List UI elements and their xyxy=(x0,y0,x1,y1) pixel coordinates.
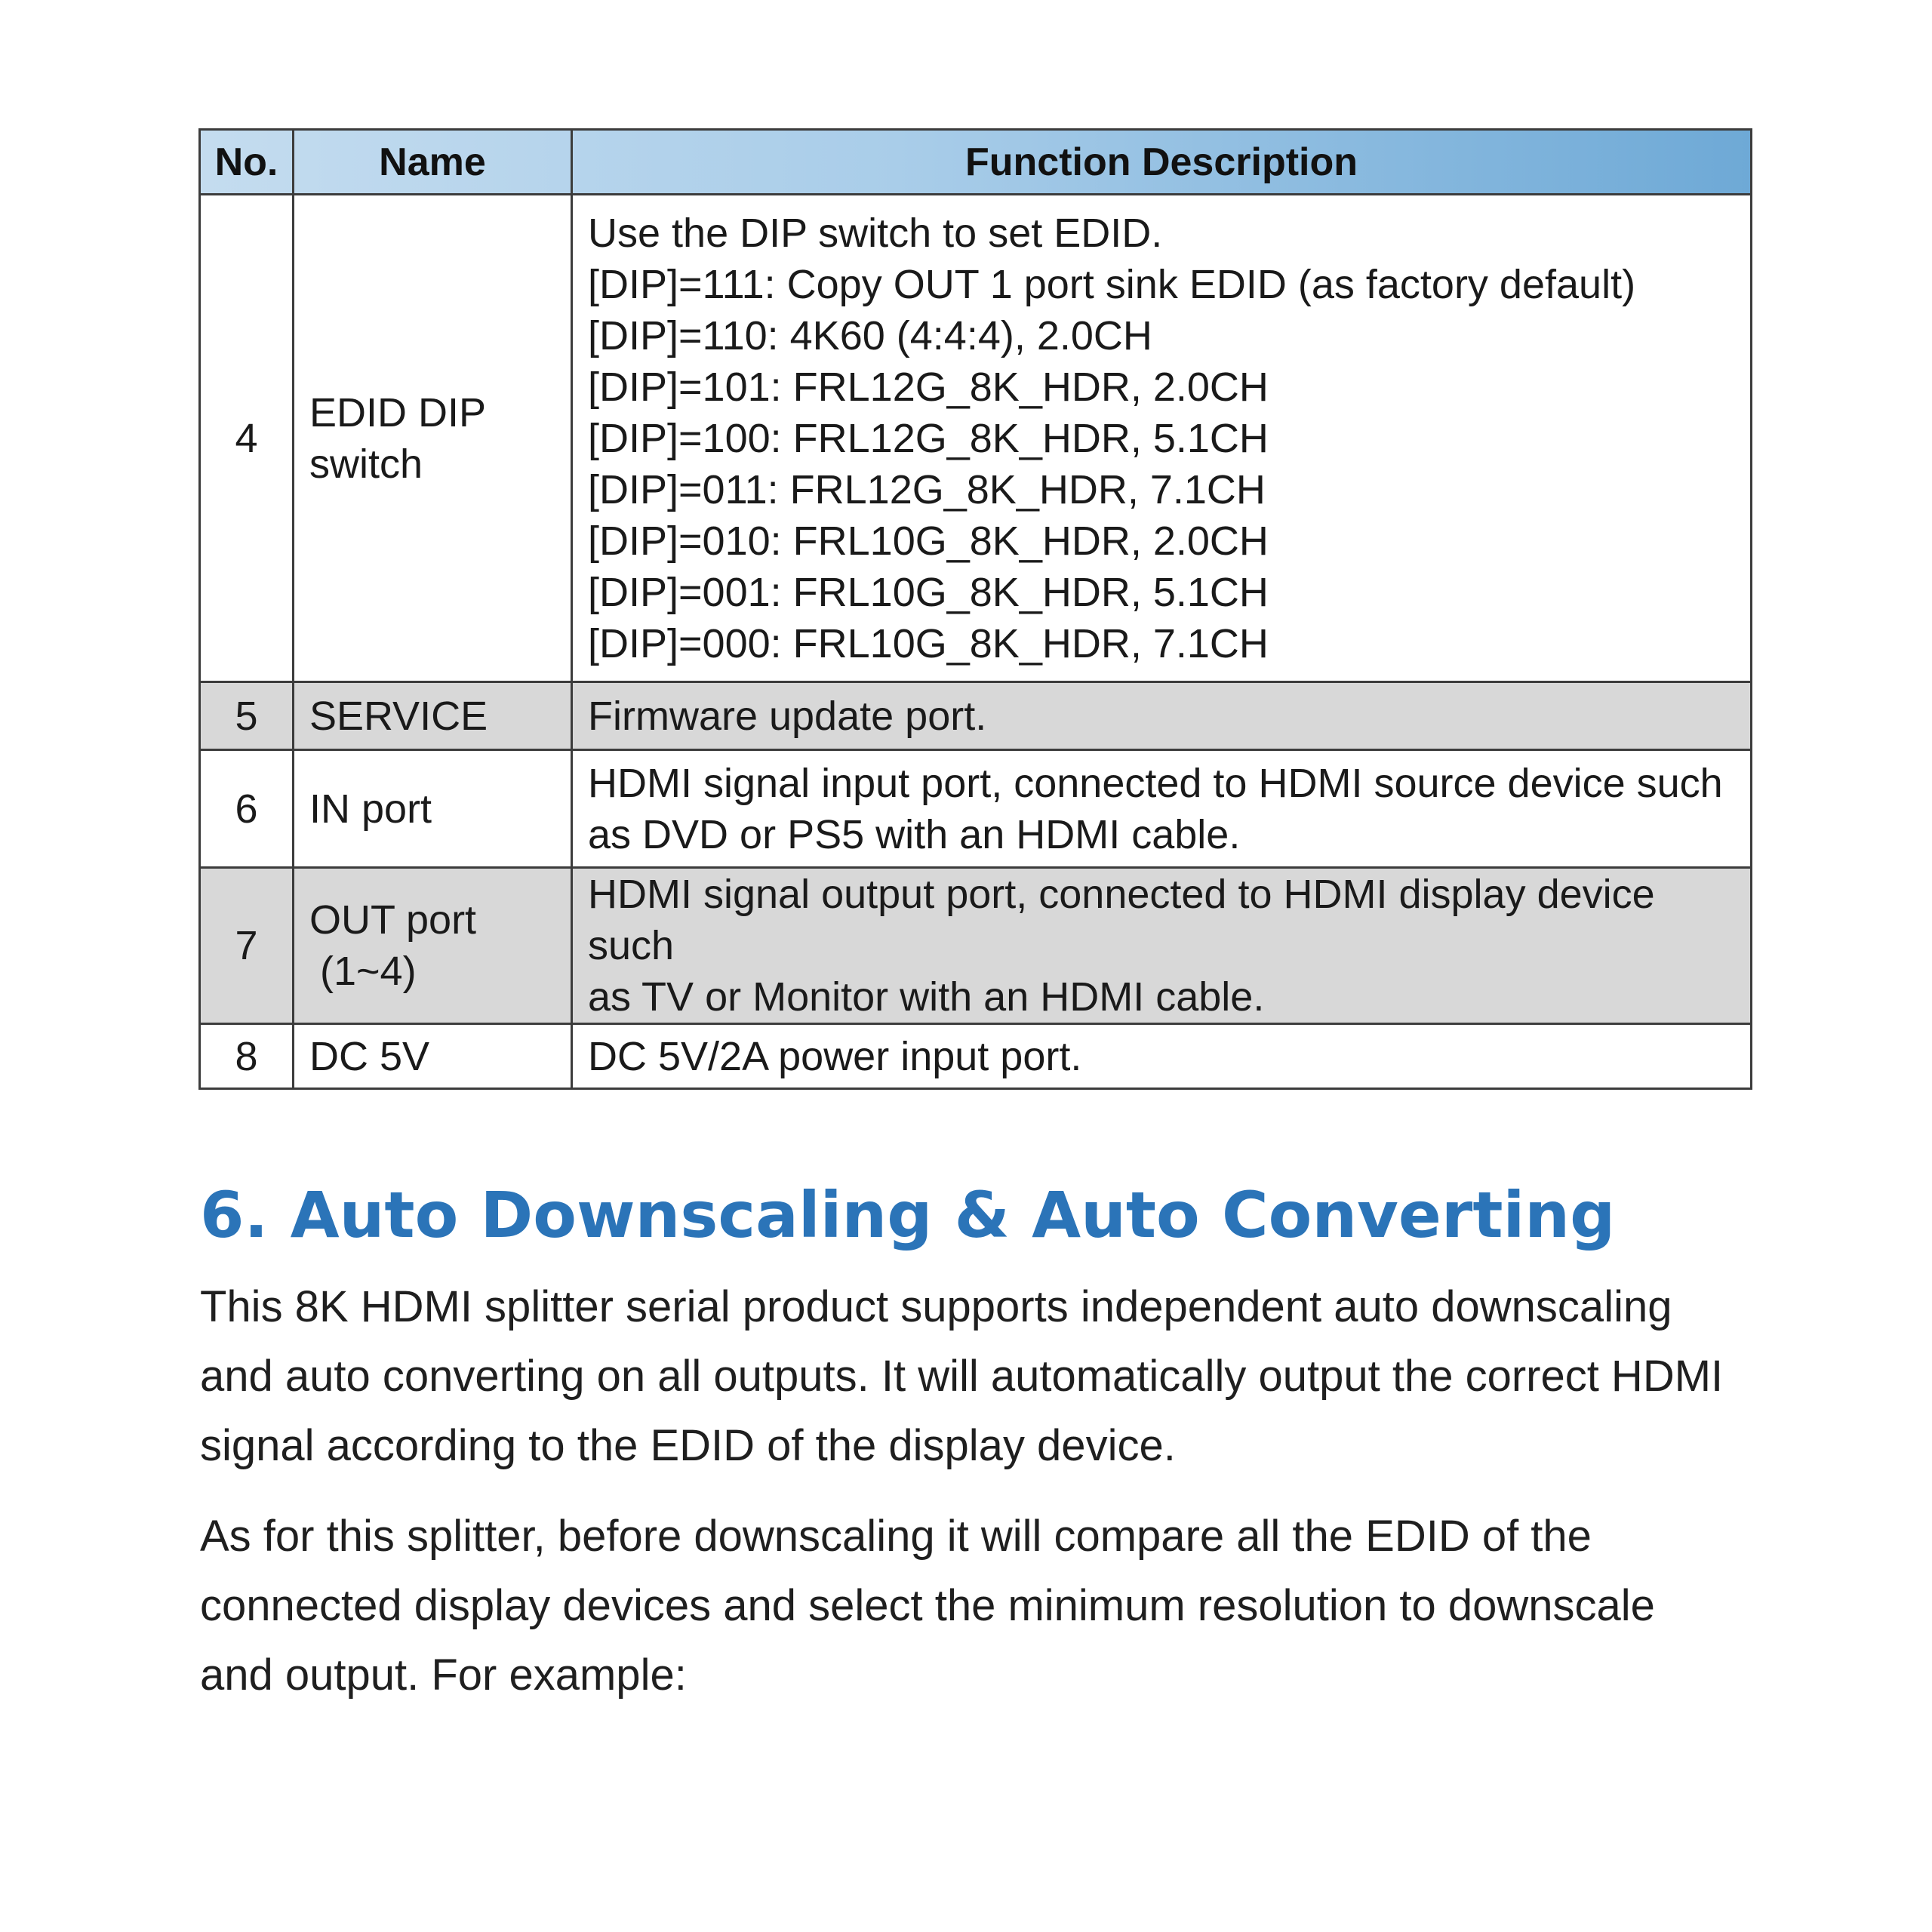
description-line: HDMI signal input port, connected to HDMI source device such xyxy=(588,760,1723,806)
paragraph-line: and auto converting on all outputs. It will automatically output the correct HDMI xyxy=(200,1352,1724,1401)
row-number: 4 xyxy=(200,195,294,682)
paragraph-line: This 8K HDMI splitter serial product supports independent auto downscaling xyxy=(200,1282,1672,1331)
body-paragraph xyxy=(200,1272,1785,1481)
row-description xyxy=(572,1024,1752,1089)
table-row xyxy=(200,868,1752,1024)
port-function-table xyxy=(198,128,1752,1090)
header-no: No. xyxy=(200,130,294,195)
description-line: DC 5V/2A power input port. xyxy=(588,1033,1082,1079)
row-description xyxy=(572,750,1752,868)
name-line: SERVICE xyxy=(309,693,488,739)
name-line: EDID DIP xyxy=(309,389,487,435)
paragraph-line: As for this splitter, before downscaling it will compare all the EDID of the xyxy=(200,1512,1592,1561)
header-name: Name xyxy=(294,130,572,195)
table-row xyxy=(200,682,1752,750)
row-number: 5 xyxy=(200,682,294,750)
description-line: [DIP]=110: 4K60 (4:4:4), 2.0CH xyxy=(588,312,1152,358)
description-line: as TV or Monitor with an HDMI cable. xyxy=(588,974,1265,1020)
table-row xyxy=(200,1024,1752,1089)
row-name xyxy=(294,750,572,868)
name-line: DC 5V xyxy=(309,1033,430,1079)
description-line: [DIP]=011: FRL12G_8K_HDR, 7.1CH xyxy=(588,466,1266,512)
paragraph-line: connected display devices and select the minimum resolution to downscale xyxy=(200,1581,1655,1630)
row-name xyxy=(294,1024,572,1089)
body-paragraph xyxy=(200,1502,1785,1710)
name-line: IN port xyxy=(309,786,432,832)
description-line: [DIP]=000: FRL10G_8K_HDR, 7.1CH xyxy=(588,620,1269,666)
row-description xyxy=(572,868,1752,1024)
description-line: HDMI signal output port, connected to HDMI display device such xyxy=(588,872,1655,968)
description-line: [DIP]=101: FRL12G_8K_HDR, 2.0CH xyxy=(588,364,1269,410)
description-line: [DIP]=100: FRL12G_8K_HDR, 5.1CH xyxy=(588,415,1269,461)
header-function-description: Function Description xyxy=(572,130,1752,195)
row-number: 7 xyxy=(200,868,294,1024)
description-line: Use the DIP switch to set EDID. xyxy=(588,210,1163,256)
description-line: [DIP]=010: FRL10G_8K_HDR, 2.0CH xyxy=(588,518,1269,564)
description-line: as DVD or PS5 with an HDMI cable. xyxy=(588,811,1241,857)
row-number: 8 xyxy=(200,1024,294,1089)
row-name xyxy=(294,868,572,1024)
paragraph-line: signal according to the EDID of the display device. xyxy=(200,1421,1176,1470)
table-row xyxy=(200,750,1752,868)
paragraph-line: and output. For example: xyxy=(200,1651,687,1700)
name-line: switch xyxy=(309,441,423,487)
row-name xyxy=(294,195,572,682)
row-number: 6 xyxy=(200,750,294,868)
name-line: OUT port xyxy=(309,897,477,943)
table-header-row xyxy=(200,130,1752,195)
description-line: [DIP]=111: Copy OUT 1 port sink EDID (as factory default) xyxy=(588,261,1636,307)
row-description xyxy=(572,195,1752,682)
section-heading: 6. Auto Downscaling & Auto Converting xyxy=(200,1178,1616,1252)
name-line: (1~4) xyxy=(320,949,417,994)
table-row xyxy=(200,195,1752,682)
row-description xyxy=(572,682,1752,750)
description-line: Firmware update port. xyxy=(588,693,987,739)
description-line: [DIP]=001: FRL10G_8K_HDR, 5.1CH xyxy=(588,569,1269,615)
row-name xyxy=(294,682,572,750)
